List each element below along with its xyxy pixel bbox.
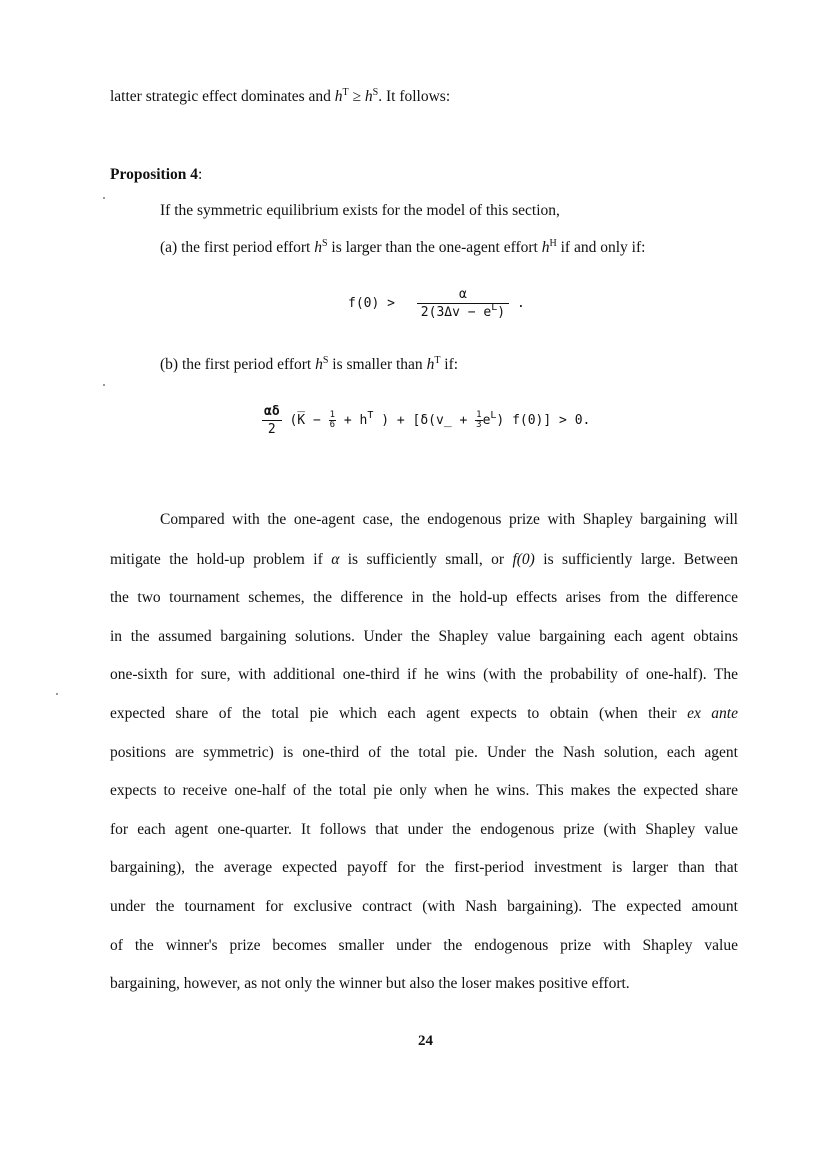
paragraph-line: under the tournament for exclusive contract (with Nash bargaining). The expected amount bbox=[110, 898, 738, 915]
fraction-numerator: α bbox=[417, 287, 509, 304]
small-fraction bbox=[475, 411, 482, 430]
formula-b bbox=[262, 404, 590, 437]
sup-h: H bbox=[549, 238, 557, 249]
proposition-label: Proposition 4 bbox=[110, 166, 198, 183]
small-fraction-num: 1 bbox=[476, 410, 482, 420]
small-fraction-den: 3 bbox=[476, 420, 482, 430]
sup-l: L bbox=[490, 410, 497, 421]
item-b-post: if: bbox=[440, 356, 459, 373]
item-b-pre: (b) the first period effort bbox=[160, 356, 316, 373]
h-symbol: h bbox=[541, 239, 550, 256]
sup-t: T bbox=[342, 87, 349, 98]
item-a-post: if and only if: bbox=[556, 239, 646, 256]
h-symbol: h bbox=[426, 356, 435, 373]
denominator-close: ) bbox=[497, 305, 506, 320]
paragraph-line: for each agent one-quarter. It follows that under the endogenous prize (with Shapley value bbox=[110, 821, 738, 838]
item-a-mid: is larger than the one-agent effort bbox=[327, 239, 542, 256]
paragraph-line: the two tournament schemes, the difference in the hold-up effects arises from the difference bbox=[110, 589, 738, 606]
proposition-heading bbox=[110, 165, 202, 185]
sup-s: S bbox=[321, 238, 328, 249]
fraction-numerator: αδ bbox=[264, 404, 280, 419]
formula-b-part3: ) + [δ(v̲ + bbox=[381, 413, 468, 428]
sup-s: S bbox=[372, 87, 379, 98]
ge-symbol: ≥ bbox=[348, 88, 365, 105]
top-line-post: . It follows: bbox=[378, 88, 451, 105]
small-fraction bbox=[329, 411, 336, 430]
h-symbol: h bbox=[315, 356, 323, 373]
item-a bbox=[160, 238, 645, 258]
formula-b-part4: e bbox=[482, 413, 491, 428]
formula-b-part2: + h bbox=[343, 413, 368, 428]
h-symbol: h bbox=[314, 239, 322, 256]
formula-a bbox=[348, 287, 525, 320]
paragraph-line: one-sixth for sure, with additional one-third if he wins (with the probability of one-half). The bbox=[110, 666, 738, 683]
paragraph-line: bargaining, however, as not only the winner but also the loser makes positive effort. bbox=[110, 975, 630, 992]
formula-a-lhs: f(0) > bbox=[348, 296, 395, 311]
sup-l: L bbox=[491, 302, 498, 313]
h-symbol: h bbox=[334, 88, 343, 105]
paragraph-text: mitigate the hold-up problem if α is sufficiently small, or f(0) is sufficiently large. Between bbox=[110, 551, 738, 568]
item-b-mid: is smaller than bbox=[328, 356, 427, 373]
paragraph-line: in the assumed bargaining solutions. Under the Shapley value bargaining each agent obtains bbox=[110, 628, 738, 645]
formula-b-open: (K̅ − bbox=[289, 413, 321, 428]
page-number: 24 bbox=[418, 1033, 433, 1049]
scan-speck bbox=[103, 384, 105, 386]
sup-t: T bbox=[434, 355, 441, 366]
item-b bbox=[160, 355, 458, 375]
formula-a-fraction bbox=[417, 287, 509, 320]
small-fraction-den: 6 bbox=[329, 420, 336, 430]
paragraph-line: bargaining), the average expected payoff for the first-period investment is larger than that bbox=[110, 859, 738, 876]
fraction-denominator: 2 bbox=[267, 422, 276, 437]
paragraph-line: expected share of the total pie which each agent expects to obtain (when their ex ante bbox=[110, 705, 738, 722]
top-line-pre: latter strategic effect dominates and bbox=[110, 88, 335, 105]
h-symbol: h bbox=[364, 88, 373, 105]
paragraph-line: expects to receive one-half of the total pie only when he wins. This makes the expected share bbox=[110, 782, 738, 799]
paragraph-line: Compared with the one-agent case, the endogenous prize with Shapley bargaining will bbox=[160, 511, 738, 528]
denominator-text: 2(3Δv − e bbox=[420, 305, 492, 320]
paragraph-line: of the winner's prize becomes smaller under the endogenous prize with Shapley value bbox=[110, 937, 738, 954]
proposition-intro: If the symmetric equilibrium exists for the model of this section, bbox=[160, 202, 560, 219]
sup-s: S bbox=[322, 355, 329, 366]
proposition-colon: : bbox=[198, 166, 203, 183]
scan-speck bbox=[103, 197, 105, 199]
small-fraction-num: 1 bbox=[329, 410, 336, 420]
formula-b-fraction bbox=[262, 404, 282, 437]
item-a-pre: (a) the first period effort bbox=[160, 239, 315, 256]
paragraph-line: positions are symmetric) is one-third of the total pie. Under the Nash solution, each agent bbox=[110, 744, 738, 761]
sup-t: T bbox=[367, 410, 374, 421]
top-line bbox=[110, 87, 450, 107]
formula-a-period: . bbox=[516, 296, 525, 311]
formula-b-part5: ) f(0)] > 0. bbox=[496, 413, 591, 428]
scan-speck bbox=[56, 693, 58, 695]
fraction-denominator bbox=[417, 304, 509, 320]
paragraph-line bbox=[110, 550, 738, 570]
